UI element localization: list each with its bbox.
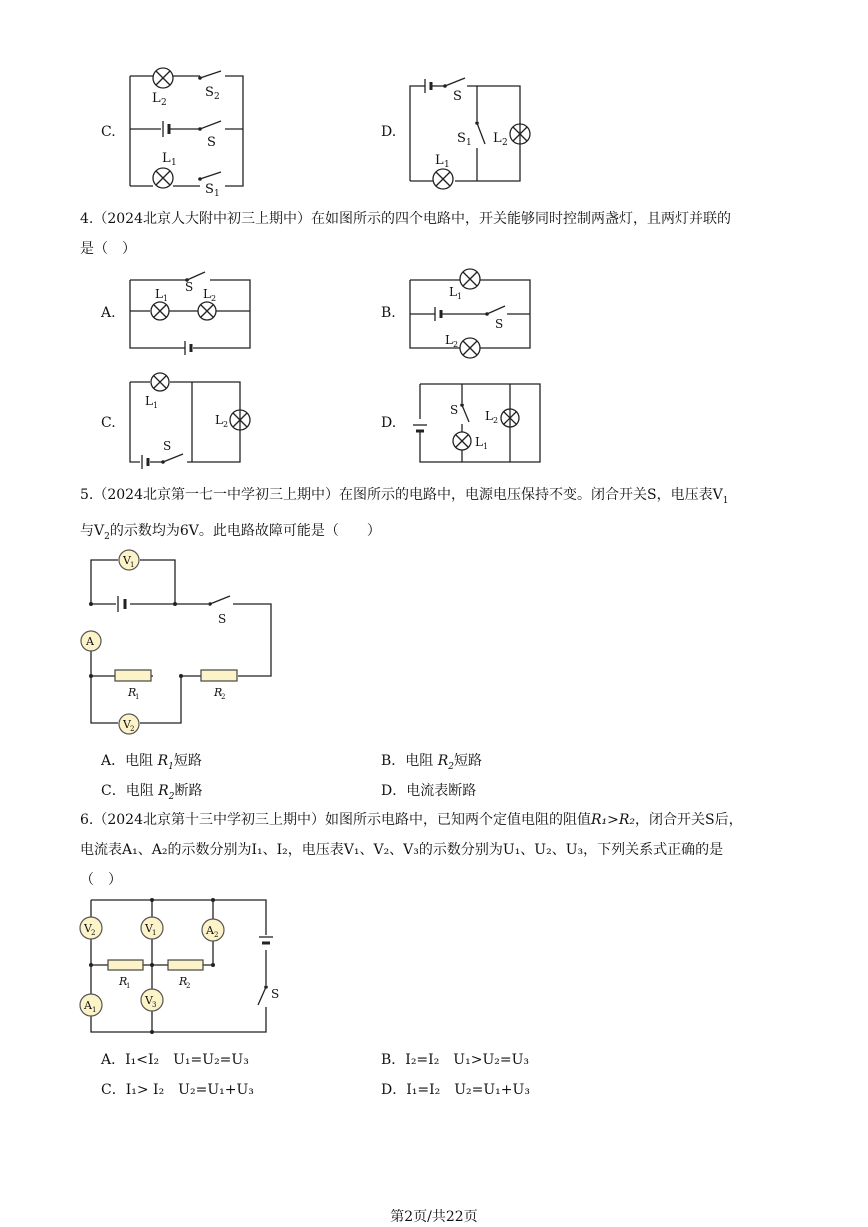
q6-line1-end: ，闭合开关S后，	[635, 812, 743, 828]
svg-text:2: 2	[221, 693, 226, 701]
svg-text:2: 2	[130, 725, 135, 733]
q3c-label-s2: S	[205, 85, 214, 100]
q3c-label-s: S	[207, 135, 216, 150]
svg-text:2: 2	[214, 931, 219, 939]
q3d-label-l1: L	[435, 153, 444, 168]
q4-stem	[80, 204, 800, 264]
q5-option-a-text: A．电阻	[101, 753, 154, 769]
svg-text:S: S	[163, 439, 172, 453]
svg-text:L: L	[485, 409, 493, 423]
svg-text:2: 2	[223, 420, 229, 429]
svg-text:S: S	[450, 403, 459, 417]
svg-text:1: 1	[457, 292, 463, 301]
svg-text:L: L	[203, 287, 211, 301]
q5-line1-sub: 1	[722, 495, 729, 506]
q4-line1: 4.（2024北京人大附中初三上期中）在如图所示的四个电路中，开关能够同时控制两盏灯，且两灯并联的	[80, 211, 731, 227]
q5-option-d[interactable]: D．电流表断路	[381, 783, 477, 799]
svg-text:1: 1	[152, 929, 157, 937]
svg-text:L: L	[445, 333, 453, 347]
q4-circuit-a	[125, 268, 255, 353]
q4-option-a-label: A.	[101, 305, 116, 321]
svg-text:L: L	[215, 413, 223, 427]
q3-option-d-label: D.	[381, 124, 397, 140]
q5-option-a-sub: 1	[168, 761, 174, 772]
q6-option-a[interactable]: A．I₁<I₂ U₁=U₂=U₃	[101, 1052, 249, 1068]
q6-stem	[80, 805, 800, 895]
svg-text:1: 1	[163, 294, 169, 303]
q5-line2-sub: 2	[104, 531, 110, 542]
svg-text:2: 2	[211, 294, 217, 303]
page-footer: 第2页/共22页	[390, 1209, 478, 1225]
svg-text:S: S	[218, 612, 227, 626]
q4-option-d-label: D.	[381, 415, 397, 431]
q6-line3: （ ）	[80, 872, 122, 888]
q3-option-c-label: C.	[101, 124, 116, 140]
q3c-label-l2: L	[152, 91, 161, 106]
q5-option-c-end: 断路	[174, 783, 203, 799]
q3c-label-s1: S	[205, 182, 214, 197]
svg-text:1: 1	[92, 1006, 97, 1014]
q4-circuit-c	[125, 370, 255, 465]
q3d-label-s: S	[453, 89, 462, 104]
svg-text:V: V	[123, 554, 131, 567]
q6-line1-relation: R₁>R₂	[590, 812, 636, 828]
q3d-label-l2: L	[493, 131, 502, 146]
svg-text:R: R	[119, 975, 128, 988]
q5-option-b-text: B．电阻	[381, 753, 434, 769]
q3d-label-s1-sub: 1	[466, 138, 472, 148]
q5-option-b-sub: 2	[448, 761, 455, 772]
q5-line2a: 与V	[80, 522, 105, 539]
svg-text:2: 2	[91, 929, 96, 937]
q6-line2: 电流表A₁、A₂的示数分别为I₁、I₂，电压表V₁、V₂、V₃的示数分别为U₁、U₂、U₃，下列关系式正确的是	[80, 842, 724, 858]
q5-circuit	[78, 548, 278, 733]
q5-option-c[interactable]	[101, 780, 202, 802]
q4-circuit-b	[405, 266, 535, 356]
svg-text:L: L	[475, 435, 483, 449]
q5-option-b-r: R	[437, 753, 449, 769]
q4-circuit-d	[405, 378, 545, 468]
svg-text:V: V	[84, 922, 92, 935]
svg-text:S: S	[495, 317, 504, 331]
q5-stem	[80, 480, 800, 552]
q5-option-b-end: 短路	[454, 753, 483, 769]
q3c-label-s2-sub: 2	[214, 92, 220, 102]
q6-option-c[interactable]: C．I₁> I₂ U₂=U₁+U₃	[101, 1082, 254, 1098]
q5-line2b: 的示数均为6V。此电路故障可能是（ ）	[109, 522, 381, 539]
q5-line1	[80, 480, 800, 516]
q6-line1	[80, 805, 800, 835]
q3-circuit-d	[405, 66, 535, 196]
svg-text:1: 1	[135, 693, 140, 701]
q5-option-b[interactable]	[381, 750, 482, 772]
q5-line1-text: 5.（2024北京第一七一中学初三上期中）在图所示的电路中，电源电压保持不变。闭合开关S，电压表V	[80, 487, 723, 503]
q5-option-a[interactable]	[101, 750, 202, 772]
svg-text:V: V	[145, 922, 153, 935]
q6-option-b[interactable]: B．I₂=I₂ U₁>U₂=U₃	[381, 1052, 529, 1068]
svg-text:R: R	[128, 686, 137, 699]
svg-text:R: R	[214, 686, 223, 699]
svg-text:S: S	[271, 987, 280, 1001]
q6-line1-text: 6.（2024北京第十三中学初三上期中）如图所示电路中，已知两个定值电阻的阻值	[80, 812, 591, 828]
svg-text:2: 2	[493, 416, 499, 425]
svg-text:V: V	[145, 994, 153, 1007]
q5-option-c-text: C．电阻	[101, 783, 154, 799]
q5-option-a-r: R	[157, 753, 169, 769]
svg-text:L: L	[155, 287, 163, 301]
svg-text:1: 1	[483, 442, 489, 451]
q3c-label-l2-sub: 2	[161, 98, 167, 108]
q3d-label-l2-sub: 2	[502, 138, 508, 148]
svg-text:2: 2	[186, 982, 191, 990]
q5-option-c-r: R	[158, 783, 169, 799]
q4-line2: 是（ ）	[80, 241, 136, 257]
q3d-label-s1: S	[457, 131, 466, 146]
q4-option-c-label: C.	[101, 415, 116, 431]
q6-option-d[interactable]: D．I₁=I₂ U₂=U₁+U₃	[381, 1082, 530, 1098]
svg-text:V: V	[123, 718, 131, 731]
svg-text:L: L	[449, 285, 457, 299]
q3c-label-l1: L	[162, 151, 171, 166]
svg-text:1: 1	[130, 561, 135, 569]
q3c-label-s1-sub: 1	[214, 189, 220, 199]
svg-text:A: A	[86, 635, 94, 648]
svg-text:1: 1	[126, 982, 131, 990]
svg-text:A: A	[84, 999, 92, 1012]
q6-circuit	[78, 895, 278, 1040]
svg-text:1: 1	[153, 401, 159, 410]
q5-option-c-sub: 2	[168, 791, 175, 802]
q3-circuit-c	[125, 66, 265, 199]
q3d-label-l1-sub: 1	[444, 160, 450, 170]
svg-text:S: S	[185, 280, 194, 294]
svg-text:3: 3	[152, 1001, 157, 1009]
q3c-label-l1-sub: 1	[171, 158, 177, 168]
q5-line2	[80, 516, 800, 552]
svg-text:A: A	[206, 924, 214, 937]
q5-option-a-end: 短路	[173, 753, 202, 769]
svg-text:L: L	[145, 394, 153, 408]
svg-text:2: 2	[453, 340, 459, 349]
q4-option-b-label: B.	[381, 305, 396, 321]
svg-text:R: R	[179, 975, 188, 988]
